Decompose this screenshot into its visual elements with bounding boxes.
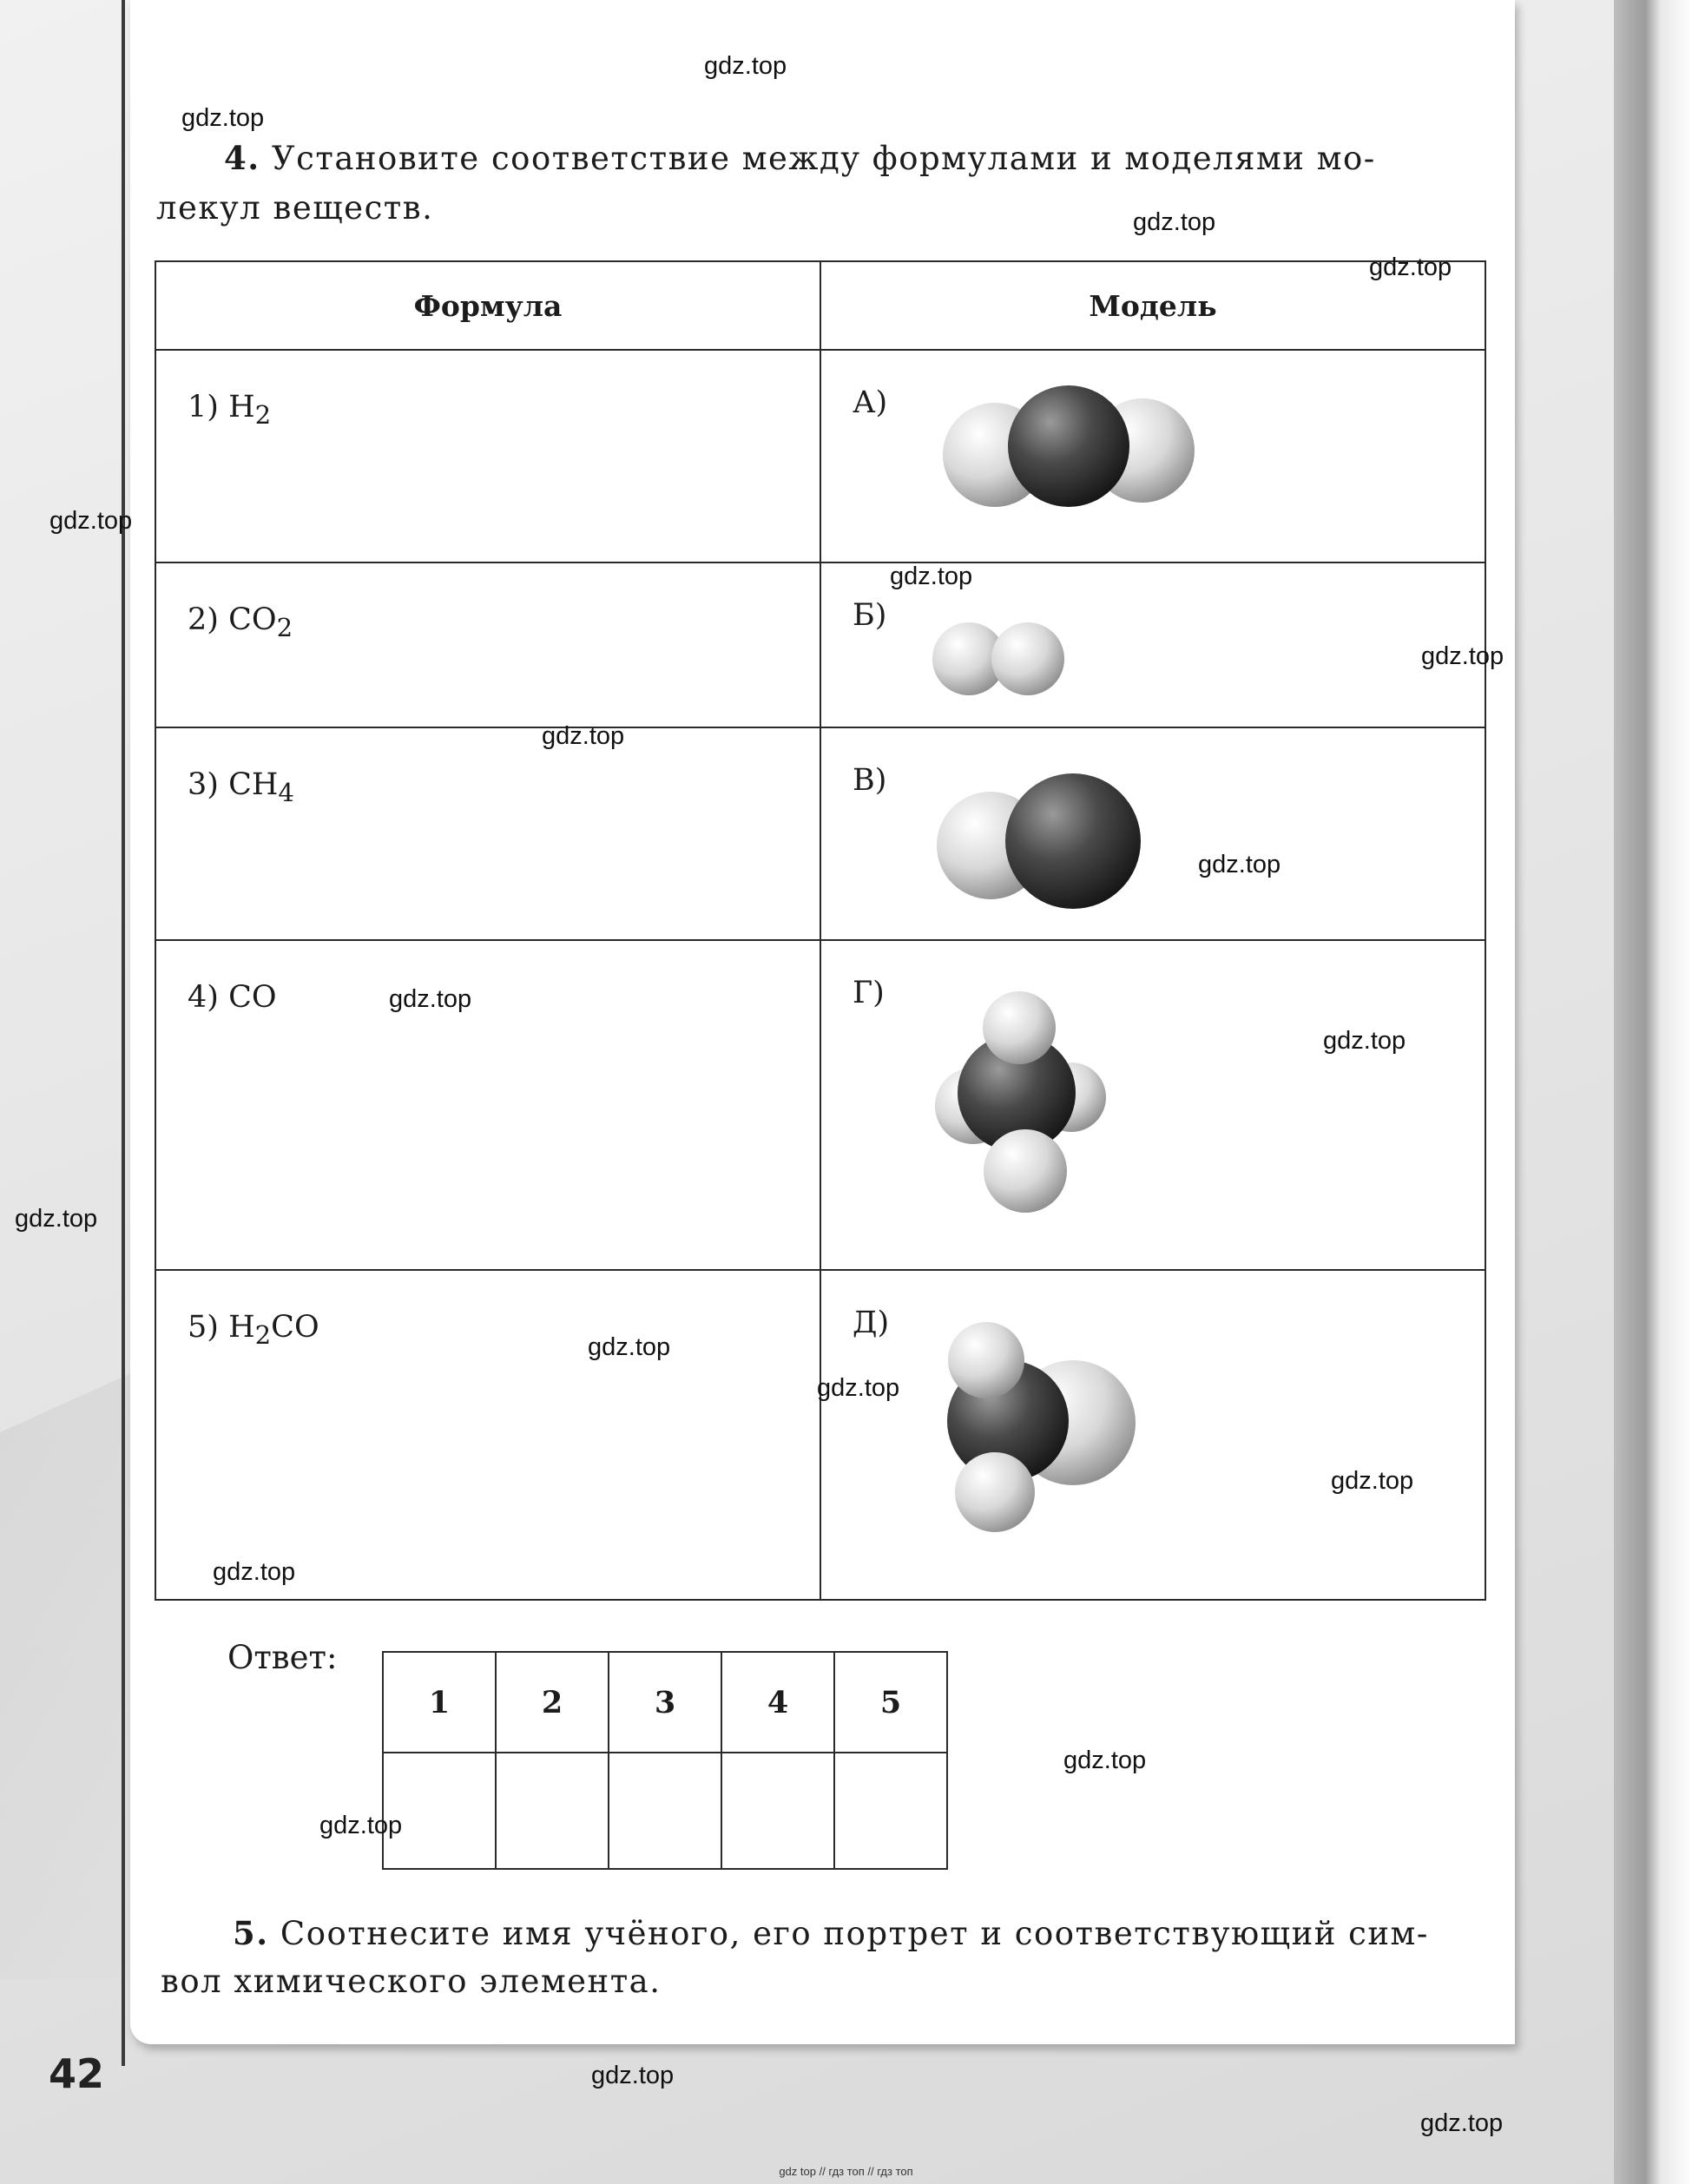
watermark: gdz.top (1369, 253, 1452, 281)
model-label: А) (853, 385, 888, 420)
table-header-row (155, 261, 1485, 350)
formula-cell: 3) $CH_4$ (155, 727, 820, 940)
answer-header-cell: 4 (721, 1652, 834, 1753)
task4-number: 4. (224, 139, 260, 177)
watermark: gdz.top (1421, 642, 1504, 670)
molecule-model-e (921, 1310, 1147, 1544)
task4-text-line2: лекул веществ. (156, 189, 434, 227)
formula-cell: 5) $H_2CO$ (155, 1270, 820, 1600)
watermark: gdz.top (213, 1558, 296, 1586)
watermark: gdz.top (319, 1812, 403, 1839)
watermark: gdz.top (1063, 1747, 1147, 1774)
answer-header-cell: 2 (496, 1652, 609, 1753)
model-cell (820, 727, 1485, 940)
watermark: gdz.top (704, 52, 787, 80)
task5-line1 (233, 1910, 1429, 1957)
bottom-banner: gdz top // гдз топ // гдз топ (779, 2165, 913, 2178)
answer-input-cell[interactable] (721, 1753, 834, 1869)
answer-label: Ответ: (227, 1639, 338, 1676)
task5-text-line1: Соотнесите имя учёного, его портрет и соответствующий сим- (280, 1915, 1429, 1952)
answer-header-cell: 1 (383, 1652, 496, 1753)
watermark: gdz.top (1133, 208, 1216, 236)
formula-cell: 4) CO (155, 940, 820, 1270)
table-row (155, 727, 1485, 940)
header-model: Модель (820, 261, 1485, 350)
table-row (155, 350, 1485, 562)
answer-header-row (383, 1652, 947, 1753)
watermark: gdz.top (588, 1333, 671, 1361)
header-formula: Формула (155, 261, 820, 350)
model-label: Д) (853, 1306, 890, 1340)
molecule-model-a (925, 377, 1212, 524)
answer-header-cell: 3 (609, 1652, 721, 1753)
table-row (155, 562, 1485, 727)
molecule-model-c (925, 763, 1151, 911)
watermark: gdz.top (542, 722, 625, 750)
table-row (155, 1270, 1485, 1600)
table-row (155, 940, 1485, 1270)
watermark: gdz.top (49, 507, 133, 535)
watermark: gdz.top (890, 562, 973, 590)
formula-text: $CH_4$ (228, 767, 294, 807)
book-spine-edge (1614, 0, 1692, 2184)
page-number: 42 (49, 2050, 105, 2097)
watermark: gdz.top (181, 104, 265, 132)
task4-text-line1: Установите соответствие между формулами и моделями мо- (271, 140, 1376, 177)
formula-text: $H_2CO$ (228, 1310, 319, 1350)
answer-grid (382, 1651, 948, 1870)
watermark: gdz.top (1331, 1467, 1414, 1495)
model-cell (820, 350, 1485, 562)
answer-input-cell[interactable] (383, 1753, 496, 1869)
formula-text: CO (228, 980, 277, 1015)
model-label: Б) (853, 598, 887, 633)
watermark: gdz.top (15, 1205, 98, 1233)
answer-input-cell[interactable] (496, 1753, 609, 1869)
formula-text: $H_2$ (228, 390, 272, 430)
answer-input-cell[interactable] (834, 1753, 947, 1869)
watermark: gdz.top (1323, 1027, 1406, 1055)
formula-cell: 2) $CO_2$ (155, 562, 820, 727)
task5-number: 5. (233, 1914, 269, 1952)
answer-input-row (383, 1753, 947, 1869)
watermark: gdz.top (817, 1374, 900, 1402)
formula-text: $CO_2$ (228, 602, 293, 642)
task4-line1 (224, 135, 1376, 182)
answer-header-cell: 5 (834, 1652, 947, 1753)
watermark: gdz.top (1198, 851, 1281, 878)
molecule-model-d (917, 984, 1116, 1227)
model-cell (820, 940, 1485, 1270)
model-label: В) (853, 763, 887, 798)
watermark: gdz.top (591, 2062, 675, 2089)
page-edge-line (122, 0, 125, 2066)
model-label: Г) (853, 976, 885, 1010)
watermark: gdz.top (389, 985, 472, 1013)
molecule-model-b (925, 607, 1082, 702)
watermark: gdz.top (1420, 2109, 1504, 2137)
answer-input-cell[interactable] (609, 1753, 721, 1869)
task5-text-line2: вол химического элемента. (161, 1963, 662, 2000)
formula-cell: 1) $H_2$ (155, 350, 820, 562)
model-cell (820, 1270, 1485, 1600)
